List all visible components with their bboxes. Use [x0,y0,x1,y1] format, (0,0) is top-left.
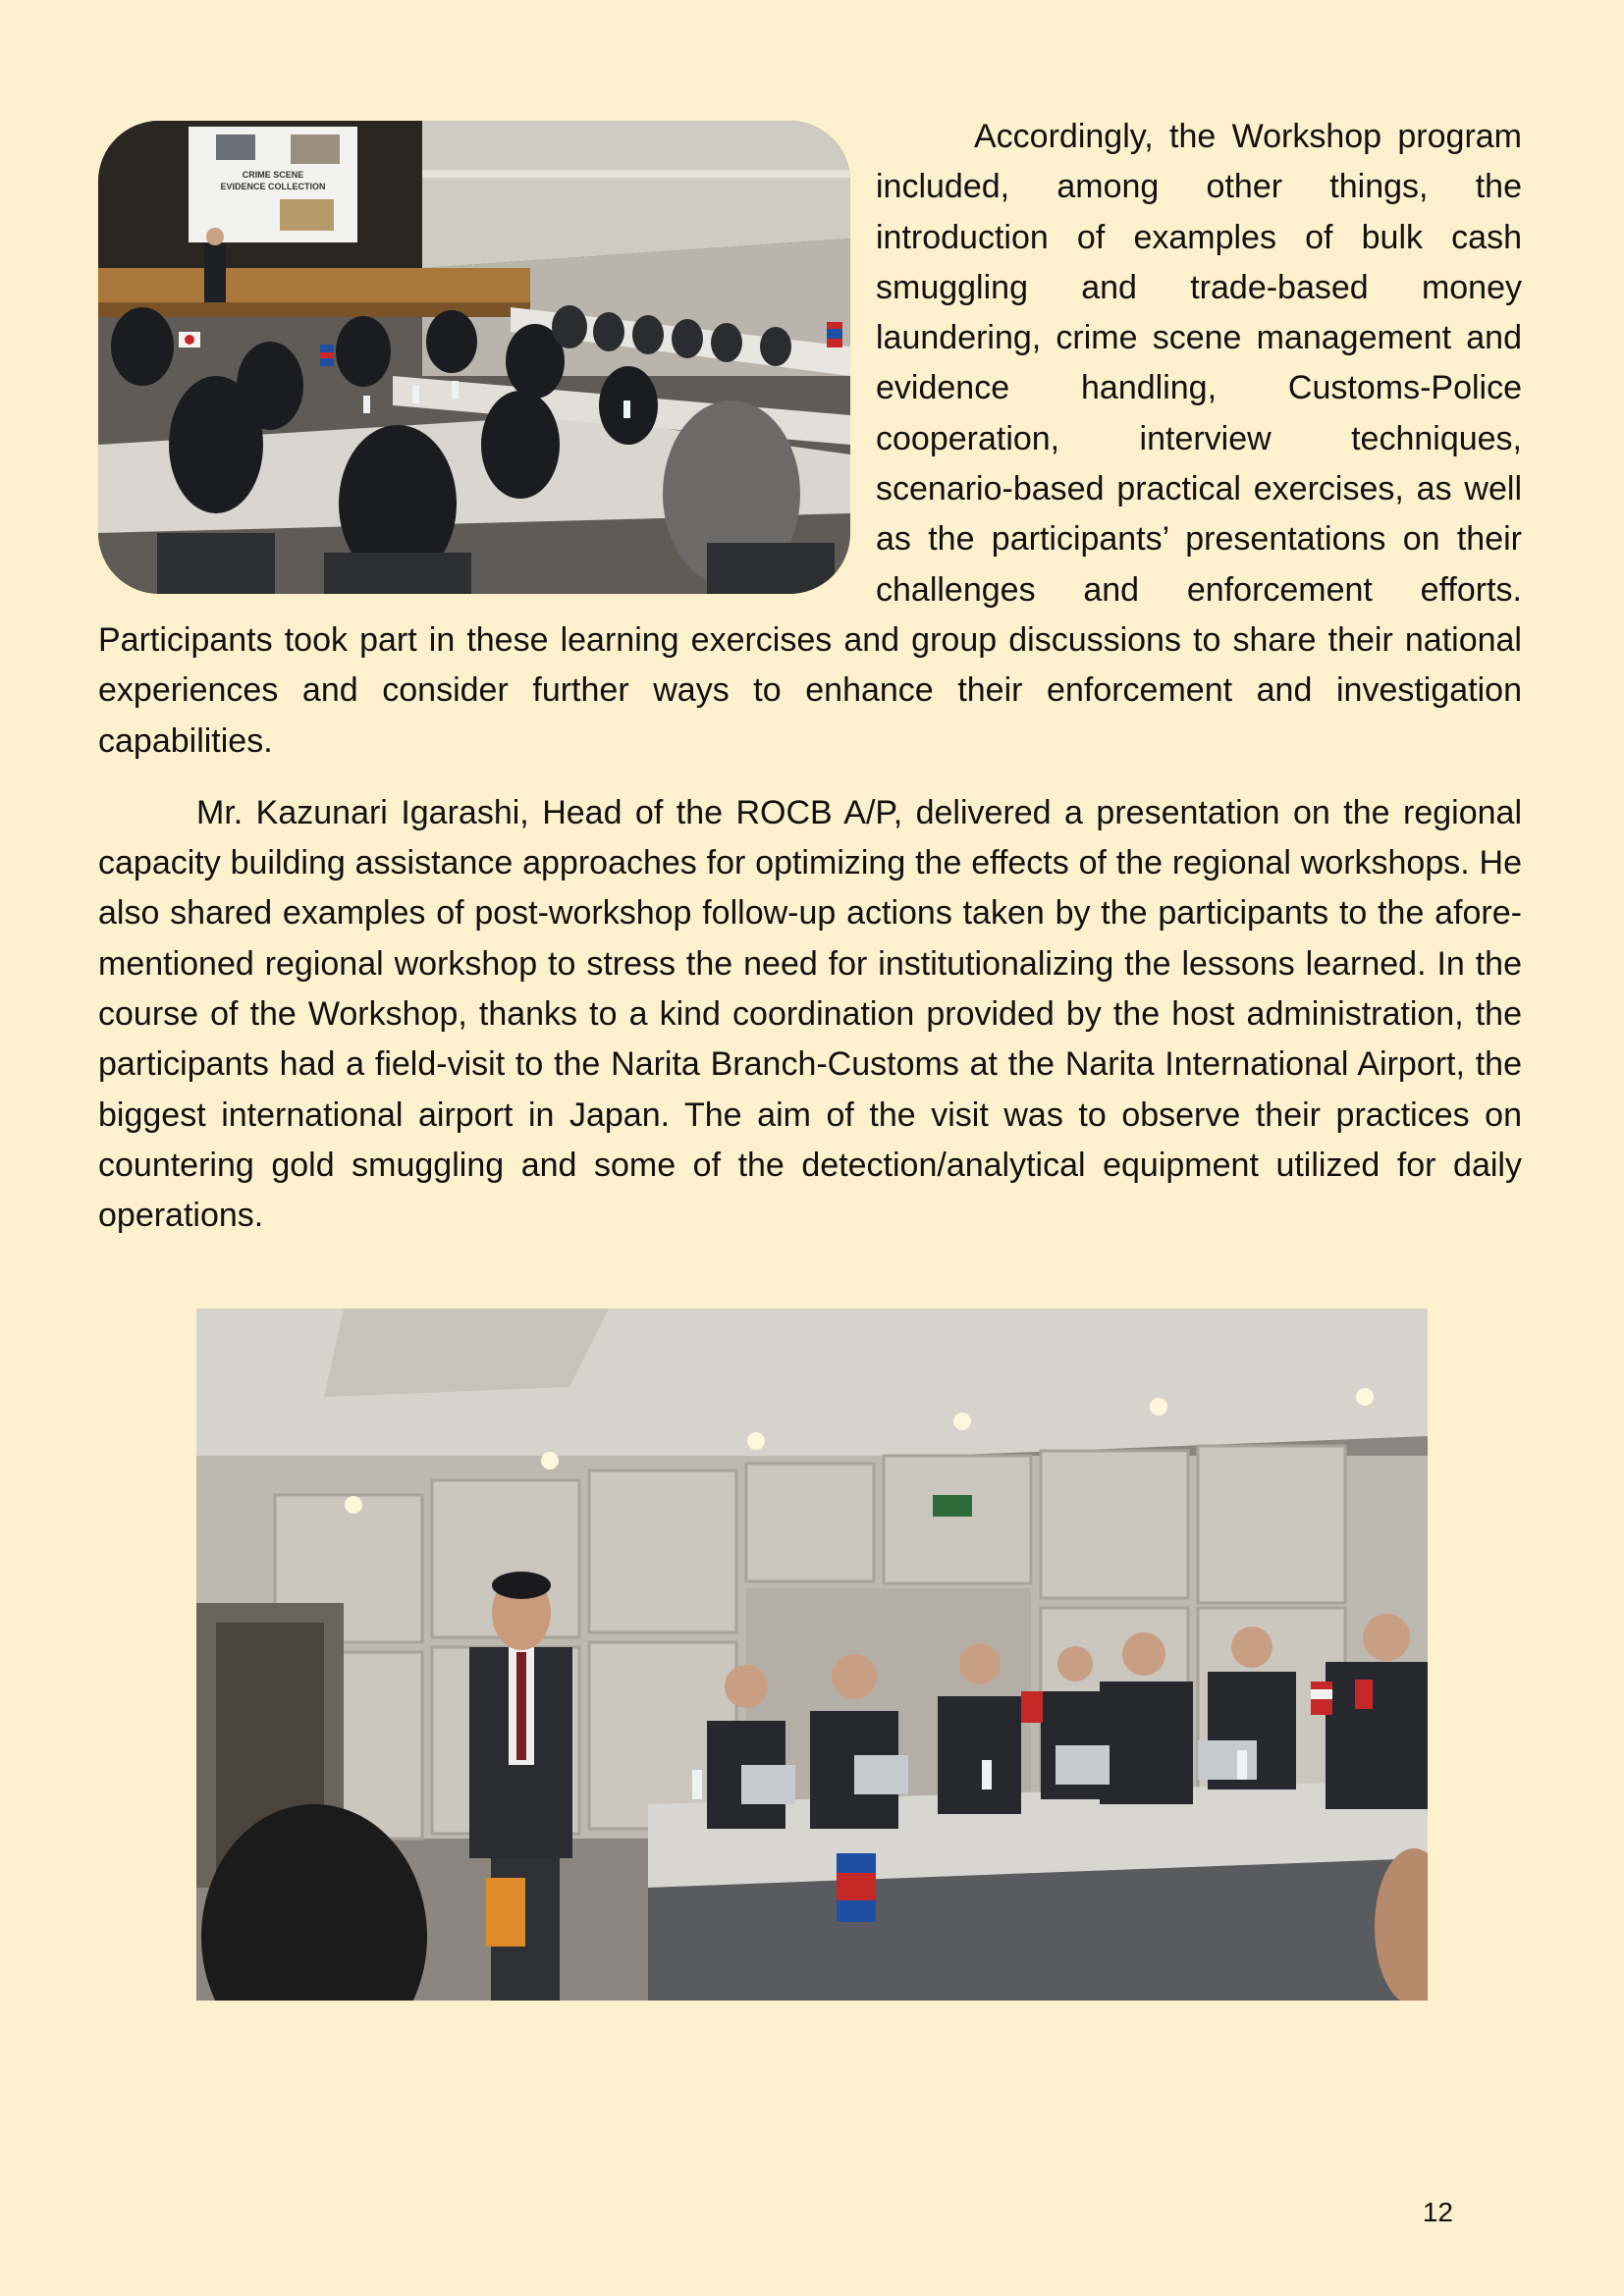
page-number: 12 [1422,2197,1453,2227]
presentation-meeting-photo [196,1308,1428,2001]
body-text [98,112,1522,1242]
paragraph-1-text: Accordingly, the Workshop program included, among other things, the introduction of examples of bulk cash smuggling and trade-based money laundering, crime scene management and evidence handling, Customs-Police cooperation, interview techniques, scenario-based practical exercises, as well as the participants’ presentations on their challenges and enforcement efforts. Participants took part in these learning exercises and group discussions to share their national experiences and consider further ways to enhance their enforcement and investigation capabilities. [98,118,1522,760]
screen-subtitle-text: EVIDENCE COLLECTION [220,182,326,191]
screen-title-text: CRIME SCENE [242,170,304,180]
paragraph-1 [98,112,1522,767]
paragraph-2: Mr. Kazunari Igarashi, Head of the ROCB A/P, delivered a presentation on the regional capacity building assistance approaches for optimizing the effects of the regional workshops. He also shared examples of post-workshop follow-up actions taken by the participants to the afore-mentioned regional workshop to stress the need for institutionalizing the lessons learned. In the course of the Workshop, thanks to a kind coordination provided by the host administration, the participants had a field-visit to the Narita Branch-Customs at the Narita International Airport, the biggest international airport in Japan. The aim of the visit was to observe their practices on countering gold smuggling and some of the detection/analytical equipment utilized for daily operations. [98,793,1522,1235]
workshop-classroom-photo [98,121,850,594]
